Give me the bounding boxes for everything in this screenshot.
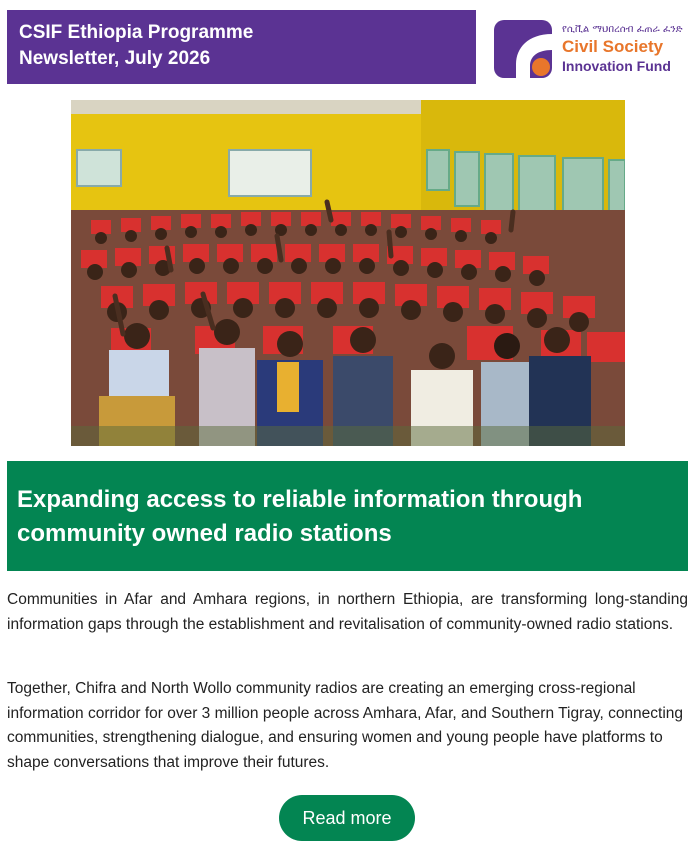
article-headline-band [7,461,688,571]
article-paragraph-1: Communities in Afar and Amhara regions, in northern Ethiopia, are transforming long-standing information gaps through the establishment and revitalisation of community-owned radio stations. [7,591,688,633]
read-more-button[interactable]: Read more [279,795,415,841]
newsletter-title-line1: CSIF Ethiopia Programme [19,22,254,43]
hero-photo [71,100,625,446]
community-meeting-photo-icon [71,100,625,446]
logo-name-line1: Civil Society [562,37,664,56]
newsletter-header [7,10,476,84]
newsletter-title-line2: Newsletter, July 2026 [19,48,211,69]
csif-logo-mark-icon [494,20,552,78]
logo-amharic-text: የሲቪል ማህበረሰብ ፈጠራ ፈንድ [562,24,683,35]
article-headline: Expanding access to reliable information through community owned radio stations [17,486,583,547]
article-paragraph-2: Together, Chifra and North Wollo community radios are creating an emerging cross-regional information corridor for over 3 million people across Amhara, Afar, and Southern Tigray, connecting communities, strengthening dialogue, and ensuring women and young people have platforms to shape conversations that improve their futures. [7,680,684,771]
logo-name-line2: Innovation Fund [562,58,671,74]
csif-logo[interactable] [494,20,684,78]
